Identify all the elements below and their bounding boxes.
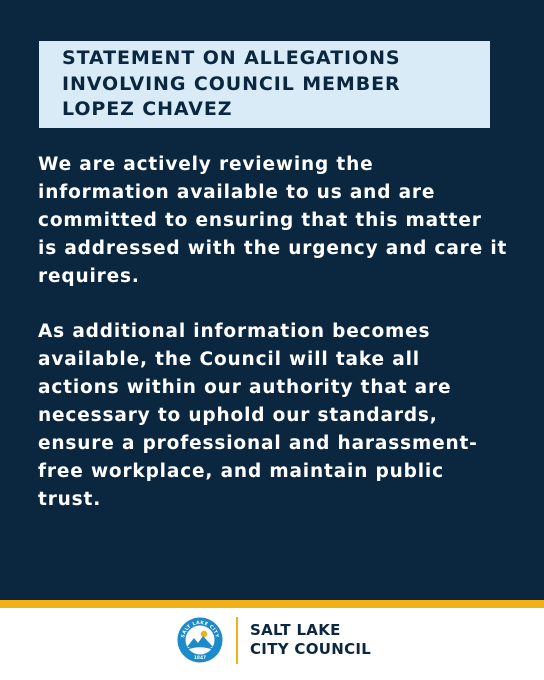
paragraph-line: necessary to uphold our standards,	[38, 405, 438, 426]
paragraph-line: requires.	[38, 266, 140, 287]
statement-paragraph-2	[38, 318, 518, 514]
paragraph-line: As additional information becomes	[38, 321, 431, 342]
seal-year-text: 1847	[193, 656, 207, 661]
org-name	[250, 621, 371, 659]
footer	[0, 608, 544, 680]
footer-divider	[236, 617, 238, 664]
paragraph-line: We are actively reviewing the	[38, 154, 374, 175]
city-seal-logo	[177, 617, 223, 663]
org-name-line-1: SALT LAKE	[250, 621, 341, 639]
statement-paragraph-1	[38, 151, 518, 291]
paragraph-line: actions within our authority that are	[38, 377, 452, 398]
statement-title-box	[39, 41, 490, 128]
paragraph-line: committed to ensuring that this matter	[38, 210, 482, 231]
paragraph-line: ensure a professional and harassment-	[38, 433, 478, 454]
statement-title-line-2: INVOLVING COUNCIL MEMBER	[62, 72, 401, 95]
org-name-line-2: CITY COUNCIL	[250, 640, 372, 658]
seal-top-text: SALT LAKE CITY	[181, 620, 219, 639]
paragraph-line: information available to us and are	[38, 182, 436, 203]
statement-title-line-1: STATEMENT ON ALLEGATIONS	[62, 47, 401, 69]
paragraph-line: free workplace, and maintain public	[38, 461, 444, 482]
paragraph-line: available, the Council will take all	[38, 349, 420, 370]
paragraph-line: is addressed with the urgency and care it	[38, 238, 508, 259]
statement-title-line-3: LOPEZ CHAVEZ	[62, 98, 233, 120]
paragraph-line: trust.	[38, 489, 102, 510]
accent-bar	[0, 600, 544, 608]
